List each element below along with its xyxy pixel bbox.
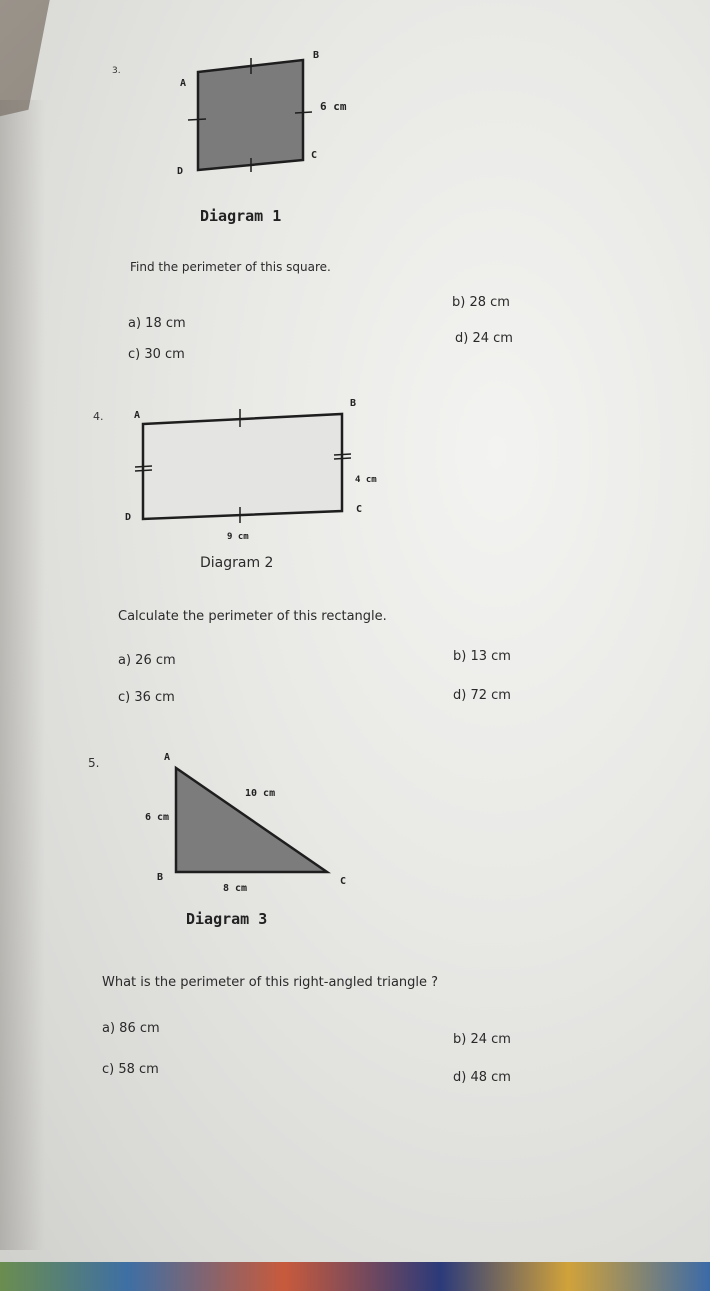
option-d[interactable]: d) 72 cm bbox=[453, 688, 511, 703]
option-c[interactable]: c) 36 cm bbox=[118, 690, 175, 705]
vertex-label-a: A bbox=[134, 410, 141, 421]
option-a[interactable]: a) 26 cm bbox=[118, 653, 176, 668]
question-number: 4. bbox=[93, 410, 104, 423]
option-d[interactable]: d) 24 cm bbox=[455, 331, 513, 346]
width-label: 9 cm bbox=[227, 532, 249, 542]
option-b[interactable]: b) 24 cm bbox=[453, 1032, 511, 1047]
question-prompt: What is the perimeter of this right-angled triangle ? bbox=[102, 975, 439, 990]
question-number: 3. bbox=[112, 66, 121, 76]
question-prompt: Find the perimeter of this square. bbox=[130, 260, 331, 274]
table-surface bbox=[0, 1262, 710, 1291]
vertex-label-d: D bbox=[125, 512, 132, 523]
question-number: 5. bbox=[88, 756, 100, 770]
vertex-label-b: B bbox=[313, 50, 320, 61]
option-b[interactable]: b) 13 cm bbox=[453, 649, 511, 664]
option-b[interactable]: b) 28 cm bbox=[452, 295, 510, 310]
side-length-label: 6 cm bbox=[320, 100, 347, 113]
left-side-label: 6 cm bbox=[145, 812, 170, 823]
vertex-label-b: B bbox=[157, 872, 164, 883]
vertex-label-b: B bbox=[350, 398, 357, 409]
vertex-label-c: C bbox=[356, 504, 363, 515]
base-label: 8 cm bbox=[223, 883, 248, 894]
vertex-label-c: C bbox=[311, 150, 318, 161]
option-a[interactable]: a) 86 cm bbox=[102, 1021, 160, 1036]
height-label: 4 cm bbox=[355, 475, 377, 485]
vertex-label-c: C bbox=[340, 876, 347, 887]
option-d[interactable]: d) 48 cm bbox=[453, 1070, 511, 1085]
diagram-title: Diagram 1 bbox=[200, 207, 282, 225]
hypotenuse-label: 10 cm bbox=[245, 788, 276, 799]
option-a[interactable]: a) 18 cm bbox=[128, 316, 186, 331]
diagram-title: Diagram 3 bbox=[186, 910, 268, 928]
vertex-label-a: A bbox=[180, 78, 187, 89]
diagram-title: Diagram 2 bbox=[200, 555, 274, 571]
option-c[interactable]: c) 58 cm bbox=[102, 1062, 159, 1077]
question-prompt: Calculate the perimeter of this rectangle. bbox=[118, 609, 387, 624]
vertex-label-d: D bbox=[177, 166, 184, 177]
vertex-label-a: A bbox=[164, 752, 171, 763]
triangle-shape bbox=[176, 768, 327, 872]
option-c[interactable]: c) 30 cm bbox=[128, 347, 185, 362]
